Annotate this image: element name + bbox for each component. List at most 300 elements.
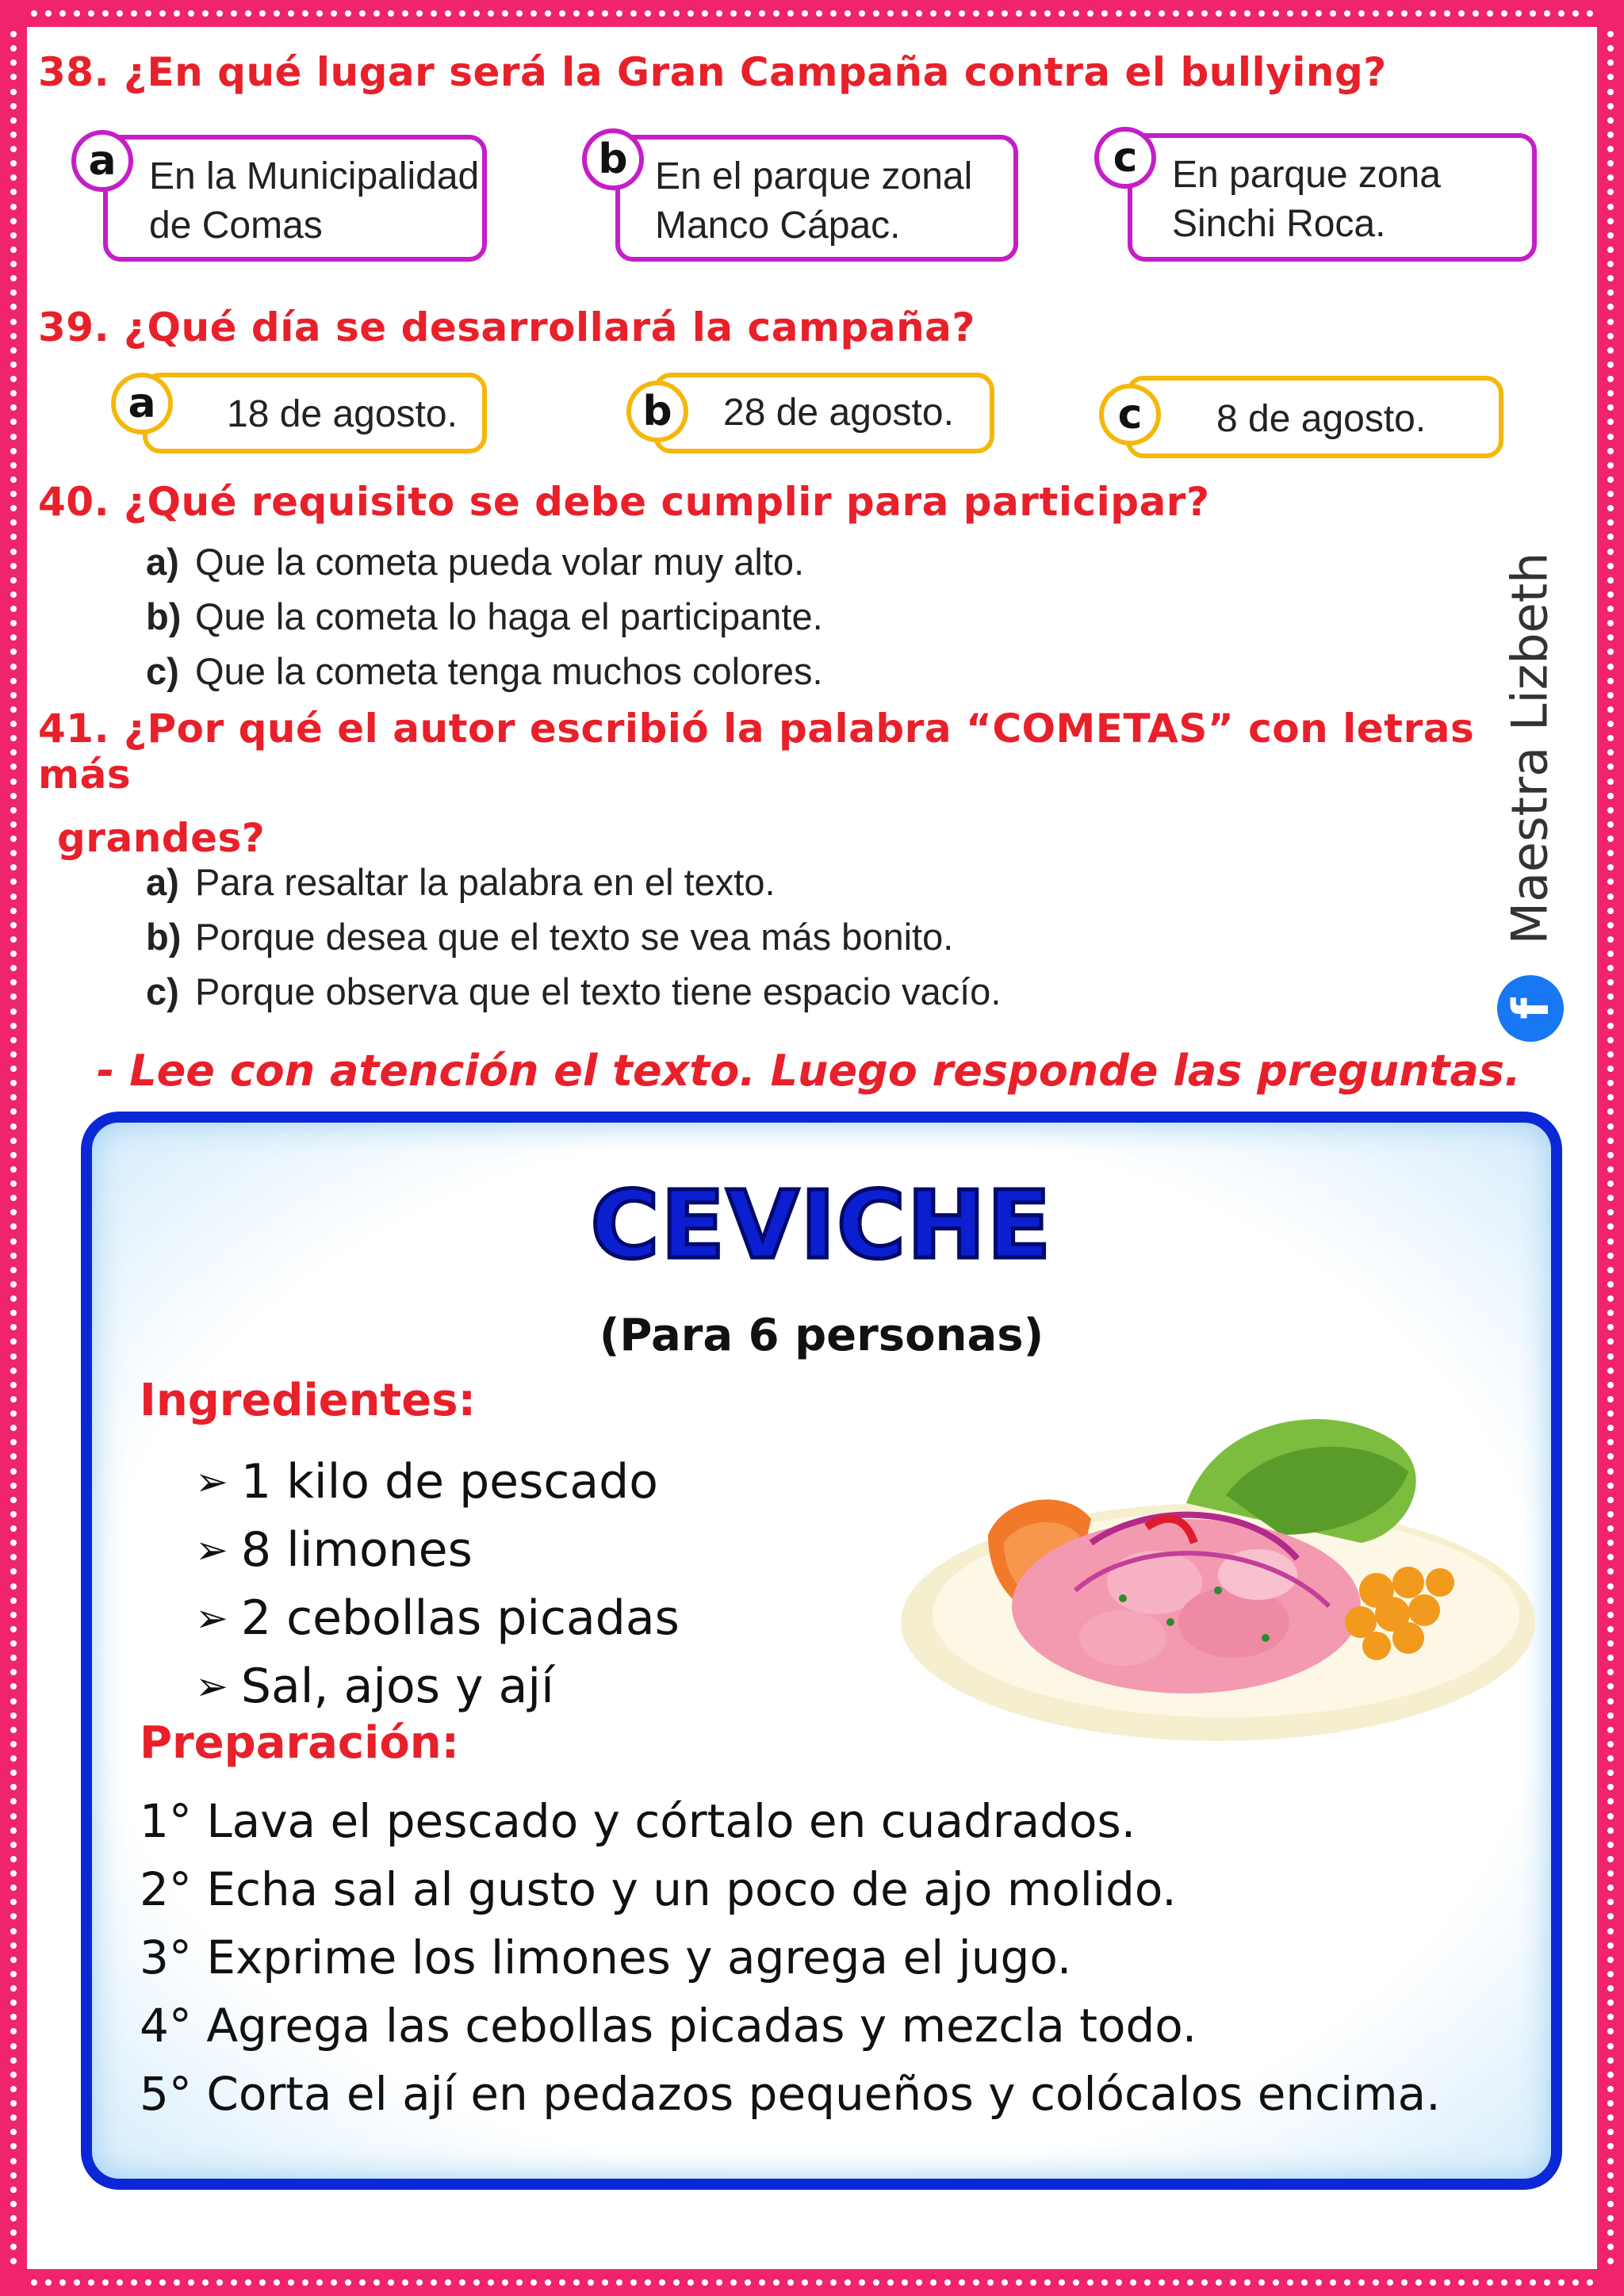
border-dot [1607, 1798, 1614, 1804]
border-dot [873, 10, 879, 17]
border-dot [1607, 89, 1614, 95]
border-dot [10, 275, 17, 281]
border-dot [944, 2279, 951, 2286]
border-dot [10, 1971, 17, 1977]
border-dot [159, 10, 166, 17]
border-dot [10, 1152, 17, 1158]
border-dot [10, 534, 17, 540]
border-dot [10, 1238, 17, 1245]
border-dot [1244, 2279, 1251, 2286]
border-dot [10, 1310, 17, 1316]
border-dot [1030, 2279, 1036, 2286]
border-dot [730, 10, 737, 17]
border-dot [1607, 1138, 1614, 1144]
border-dot [10, 2057, 17, 2064]
border-dot [1607, 864, 1614, 871]
border-dot [10, 1798, 17, 1804]
border-dot [10, 2028, 17, 2034]
border-dot [1116, 2279, 1122, 2286]
border-dot [1607, 174, 1614, 181]
q40-option-a[interactable] [146, 534, 823, 589]
border-dot [1607, 706, 1614, 713]
border-dot [345, 2279, 351, 2286]
border-dot [559, 10, 565, 17]
border-dot [1607, 649, 1614, 655]
border-dot [302, 10, 308, 17]
border-dot [10, 1008, 17, 1015]
border-dot [973, 2279, 979, 2286]
border-dot [716, 2279, 722, 2286]
border-dot [1173, 10, 1179, 17]
border-dot [402, 10, 408, 17]
border-dot [1358, 2279, 1365, 2286]
border-dot [616, 10, 622, 17]
option-text: Para resaltar la palabra en el texto. [195, 861, 776, 903]
border-dot [1607, 534, 1614, 540]
border-dot [10, 1899, 17, 1905]
border-dot [1301, 10, 1308, 17]
border-dot [74, 10, 80, 17]
border-dot [645, 10, 651, 17]
border-dot [1587, 10, 1593, 17]
border-dot [1607, 2258, 1614, 2264]
border-dot [10, 1338, 17, 1345]
border-dot [1087, 2279, 1094, 2286]
option-text: Que la cometa lo haga el participante. [195, 595, 823, 637]
border-dot [10, 1439, 17, 1445]
border-dot [10, 89, 17, 95]
border-dot [1607, 1181, 1614, 1187]
option-letter: b) [146, 916, 182, 958]
border-dot [188, 10, 194, 17]
border-dot [1607, 189, 1614, 195]
border-dot [10, 2100, 17, 2107]
border-dot [1401, 2279, 1408, 2286]
option-letter: a) [146, 541, 179, 583]
border-dot [1607, 1899, 1614, 1905]
border-dot [10, 2187, 17, 2193]
border-dot [1607, 763, 1614, 770]
border-dot [10, 2114, 17, 2121]
question-number: 39. [38, 304, 110, 350]
option-text: En la Municipalidad [149, 155, 480, 197]
border-dot [1607, 1640, 1614, 1647]
border-dot [1607, 1295, 1614, 1302]
border-dot [1301, 2279, 1308, 2286]
option-letter: a) [146, 861, 179, 903]
border-dot [10, 563, 17, 569]
border-dot [1187, 2279, 1193, 2286]
border-dot [10, 1108, 17, 1115]
border-dot [773, 2279, 779, 2286]
border-dot [1144, 10, 1151, 17]
border-dot [545, 10, 551, 17]
q38-option-c[interactable] [1128, 133, 1537, 262]
border-dot [1373, 2279, 1379, 2286]
border-dot [473, 2279, 480, 2286]
border-dot [10, 2258, 17, 2264]
border-dot [10, 2014, 17, 2020]
border-dot [1607, 476, 1614, 483]
border-dot [1287, 10, 1293, 17]
border-dot [102, 2279, 109, 2286]
border-dot [202, 10, 209, 17]
border-dot [302, 2279, 308, 2286]
border-dot [787, 2279, 794, 2286]
border-dot [1607, 31, 1614, 37]
border-dot [10, 448, 17, 454]
border-dot [1607, 2215, 1614, 2221]
option-text: de Comas [149, 205, 323, 247]
q38-option-a[interactable] [103, 135, 487, 262]
border-dot [416, 2279, 423, 2286]
ingredient-text: 8 limones [240, 1522, 473, 1578]
border-dot [1607, 1152, 1614, 1158]
q41-option-a[interactable] [146, 855, 1001, 909]
border-dot [10, 549, 17, 555]
border-dot [1607, 936, 1614, 943]
facebook-icon: f [1497, 975, 1564, 1042]
border-dot [10, 922, 17, 928]
border-dot [944, 10, 951, 17]
border-dot [117, 2279, 123, 2286]
border-dot [1144, 2279, 1151, 2286]
border-dot [602, 10, 608, 17]
border-dot [10, 2201, 17, 2207]
ingredients-heading: Ingredientes: [140, 1375, 476, 1426]
border-dot [10, 132, 17, 138]
arrow-bullet-icon: ➢ [195, 1663, 228, 1709]
option-text: 28 de agosto. [723, 392, 954, 434]
border-dot [759, 2279, 765, 2286]
border-dot [10, 1827, 17, 1834]
reading-instruction: - Lee con atención el texto. Luego responde las preguntas. [97, 1046, 1521, 1096]
border-dot [1607, 319, 1614, 325]
border-dot [1607, 1712, 1614, 1719]
border-dot [59, 10, 66, 17]
question-39 [38, 304, 975, 350]
border-dot [10, 319, 17, 325]
border-dot [10, 1784, 17, 1790]
border-dot [10, 1612, 17, 1618]
border-dot [10, 174, 17, 181]
border-dot [1073, 2279, 1079, 2286]
question-text: ¿Qué día se desarrollará la campaña? [124, 304, 975, 350]
border-dot [10, 793, 17, 799]
option-letter: c) [146, 650, 179, 692]
border-dot [1501, 10, 1507, 17]
border-dot [1430, 10, 1436, 17]
border-dot [10, 232, 17, 239]
border-dot [1030, 10, 1036, 17]
border-dot [10, 204, 17, 210]
border-dot [231, 2279, 237, 2286]
border-dot [445, 10, 451, 17]
border-dot [1287, 2279, 1293, 2286]
border-dot [1607, 404, 1614, 411]
border-dot [1330, 2279, 1336, 2286]
list-item [195, 1516, 680, 1584]
border-dot [516, 10, 523, 17]
border-dot [10, 519, 17, 526]
border-dot [845, 10, 851, 17]
border-dot [10, 2129, 17, 2135]
border-dot [1607, 2072, 1614, 2078]
border-dot [1607, 549, 1614, 555]
q41-option-b[interactable] [146, 909, 1001, 964]
border-dot [1607, 1281, 1614, 1288]
border-dot [1607, 117, 1614, 124]
border-dot [1607, 1080, 1614, 1086]
border-dot [10, 1525, 17, 1532]
option-letter-b: b [582, 128, 644, 190]
border-dots-right [1597, 27, 1624, 2269]
border-dot [259, 2279, 266, 2286]
border-dot [1607, 1957, 1614, 1963]
option-text: Porque desea que el texto se vea más bonito. [195, 916, 954, 958]
border-dot [88, 10, 94, 17]
option-text: Porque observa que el texto tiene espacio vacío. [195, 970, 1002, 1012]
border-dot [1607, 1066, 1614, 1072]
border-dot [10, 1913, 17, 1919]
border-dot [316, 2279, 323, 2286]
border-dot [10, 965, 17, 971]
border-dot [873, 2279, 879, 2286]
question-number: 40. [38, 479, 110, 525]
border-dot [1059, 10, 1065, 17]
border-dot [1607, 1497, 1614, 1503]
border-dot [1607, 1583, 1614, 1590]
border-dot [1607, 951, 1614, 957]
border-dot [1330, 10, 1336, 17]
border-dot [1607, 1999, 1614, 2006]
border-dot [10, 864, 17, 871]
border-dot [1607, 448, 1614, 454]
border-dot [1607, 376, 1614, 382]
border-dot [916, 10, 922, 17]
border-dot [10, 1281, 17, 1288]
border-dot [1572, 10, 1579, 17]
border-dot [10, 247, 17, 253]
border-dot [331, 10, 337, 17]
border-dot [10, 1066, 17, 1072]
border-dot [1607, 779, 1614, 785]
border-dot [1607, 591, 1614, 598]
q39-option-c[interactable] [1126, 376, 1503, 458]
border-dots-top [27, 0, 1597, 27]
border-dot [10, 1080, 17, 1086]
option-letter-c: c [1094, 127, 1156, 189]
border-dot [31, 10, 37, 17]
border-dot [745, 10, 751, 17]
border-dot [830, 10, 837, 17]
border-dot [10, 1094, 17, 1100]
border-dot [1607, 419, 1614, 425]
border-dot [10, 1741, 17, 1747]
border-dot [1607, 1928, 1614, 1934]
q39-option-b[interactable] [653, 373, 994, 453]
border-dot [1316, 2279, 1322, 2286]
border-dot [1607, 247, 1614, 253]
border-dot [1607, 922, 1614, 928]
border-dot [1607, 2028, 1614, 2034]
border-dot [973, 10, 979, 17]
border-dot [10, 390, 17, 396]
border-dot [1607, 1253, 1614, 1259]
border-dot [1607, 2158, 1614, 2164]
border-dot [473, 10, 480, 17]
border-dot [1607, 232, 1614, 239]
border-dot [373, 2279, 380, 2286]
border-dot [559, 2279, 565, 2286]
border-dot [1101, 10, 1108, 17]
border-dot [274, 2279, 280, 2286]
border-dot [388, 10, 394, 17]
border-dot [830, 2279, 837, 2286]
border-dot [1173, 2279, 1179, 2286]
question-text: ¿En qué lugar será la Gran Campaña contra el bullying? [124, 49, 1387, 95]
border-dot [216, 10, 223, 17]
border-dot [1607, 678, 1614, 684]
border-dot [10, 678, 17, 684]
border-dot [1607, 836, 1614, 842]
border-dot [1101, 2279, 1108, 2286]
border-dot [10, 1698, 17, 1705]
border-dot [10, 1655, 17, 1661]
border-dot [1558, 10, 1565, 17]
border-dot [10, 993, 17, 1000]
border-dot [10, 779, 17, 785]
border-dot [10, 735, 17, 741]
border-dot [1607, 2100, 1614, 2107]
border-dot [1230, 10, 1236, 17]
border-dot [10, 620, 17, 626]
border-dot [1607, 1727, 1614, 1733]
option-text: Que la cometa pueda volar muy alto. [195, 541, 805, 583]
border-dot [1607, 1425, 1614, 1431]
border-dot [1501, 2279, 1507, 2286]
border-dot [1201, 10, 1208, 17]
border-dot [1607, 1195, 1614, 1201]
q41-option-c[interactable] [146, 964, 1001, 1019]
border-dot [10, 1223, 17, 1230]
border-dot [10, 1123, 17, 1130]
border-dot [10, 1023, 17, 1029]
border-dot [1607, 462, 1614, 469]
border-dot [702, 2279, 708, 2286]
q39-option-a[interactable] [143, 373, 487, 453]
border-dot [802, 2279, 808, 2286]
border-dot [1607, 749, 1614, 756]
q38-option-b[interactable] [615, 135, 1018, 262]
ceviche-dish-illustration [885, 1384, 1535, 1765]
q40-option-b[interactable] [146, 589, 823, 644]
border-dot [1607, 74, 1614, 80]
border-dot [10, 2143, 17, 2149]
q40-option-c[interactable] [146, 644, 823, 698]
border-dot [402, 2279, 408, 2286]
border-dot [1607, 2187, 1614, 2193]
border-dot [1607, 1598, 1614, 1604]
border-dot [10, 1195, 17, 1201]
border-dot [288, 2279, 294, 2286]
border-dot [1607, 979, 1614, 985]
border-dot [1607, 1913, 1614, 1919]
border-dot [1607, 2229, 1614, 2236]
border-dot [445, 2279, 451, 2286]
border-dot [1607, 1698, 1614, 1705]
border-dot [131, 2279, 137, 2286]
border-dot [10, 664, 17, 670]
border-dot [1607, 1267, 1614, 1273]
border-dot [10, 1209, 17, 1215]
option-letter-b: b [626, 381, 688, 442]
border-dot [10, 1885, 17, 1891]
border-dot [10, 1138, 17, 1144]
border-dot [1607, 1468, 1614, 1475]
border-dot [10, 2244, 17, 2250]
border-dot [1116, 10, 1122, 17]
border-dot [1607, 1338, 1614, 1345]
border-dot [1607, 1166, 1614, 1173]
border-dot [1607, 620, 1614, 626]
border-dot [1159, 10, 1165, 17]
border-dot [102, 10, 109, 17]
border-dot [1607, 2086, 1614, 2092]
border-dot [530, 2279, 537, 2286]
border-dot [1607, 204, 1614, 210]
border-dot [10, 634, 17, 641]
border-dot [630, 2279, 637, 2286]
border-dot [1607, 577, 1614, 584]
question-number: 38. [38, 49, 110, 95]
ingredient-text: Sal, ajos y ají [240, 1659, 554, 1714]
border-dot [202, 2279, 209, 2286]
border-dot [1607, 1238, 1614, 1245]
border-dot [1607, 103, 1614, 109]
border-dot [10, 160, 17, 166]
border-dot [10, 419, 17, 425]
border-dot [10, 2072, 17, 2078]
option-letter-c: c [1099, 384, 1161, 446]
arrow-bullet-icon: ➢ [195, 1595, 228, 1641]
border-dot [1607, 1655, 1614, 1661]
border-dot [10, 606, 17, 612]
brand-name: Maestra Lizbeth [1500, 552, 1559, 945]
border-dot [10, 189, 17, 195]
border-dot [10, 1468, 17, 1475]
border-dot [10, 261, 17, 267]
border-dot [1607, 1755, 1614, 1762]
border-dot [673, 2279, 680, 2286]
question-text-continued: grandes? [57, 815, 266, 861]
border-dot [1607, 993, 1614, 1000]
border-dot [1607, 2172, 1614, 2179]
border-dot [1607, 1037, 1614, 1043]
border-dot [1607, 1669, 1614, 1675]
border-dot [10, 1483, 17, 1489]
border-dot [602, 2279, 608, 2286]
border-dot [10, 289, 17, 296]
border-dot [1607, 1540, 1614, 1546]
border-dot [10, 908, 17, 914]
border-dot [1244, 10, 1251, 17]
border-dot [1558, 2279, 1565, 2286]
border-dot [10, 1842, 17, 1848]
border-dot [10, 2172, 17, 2179]
border-dot [1607, 1885, 1614, 1891]
border-dot [702, 10, 708, 17]
